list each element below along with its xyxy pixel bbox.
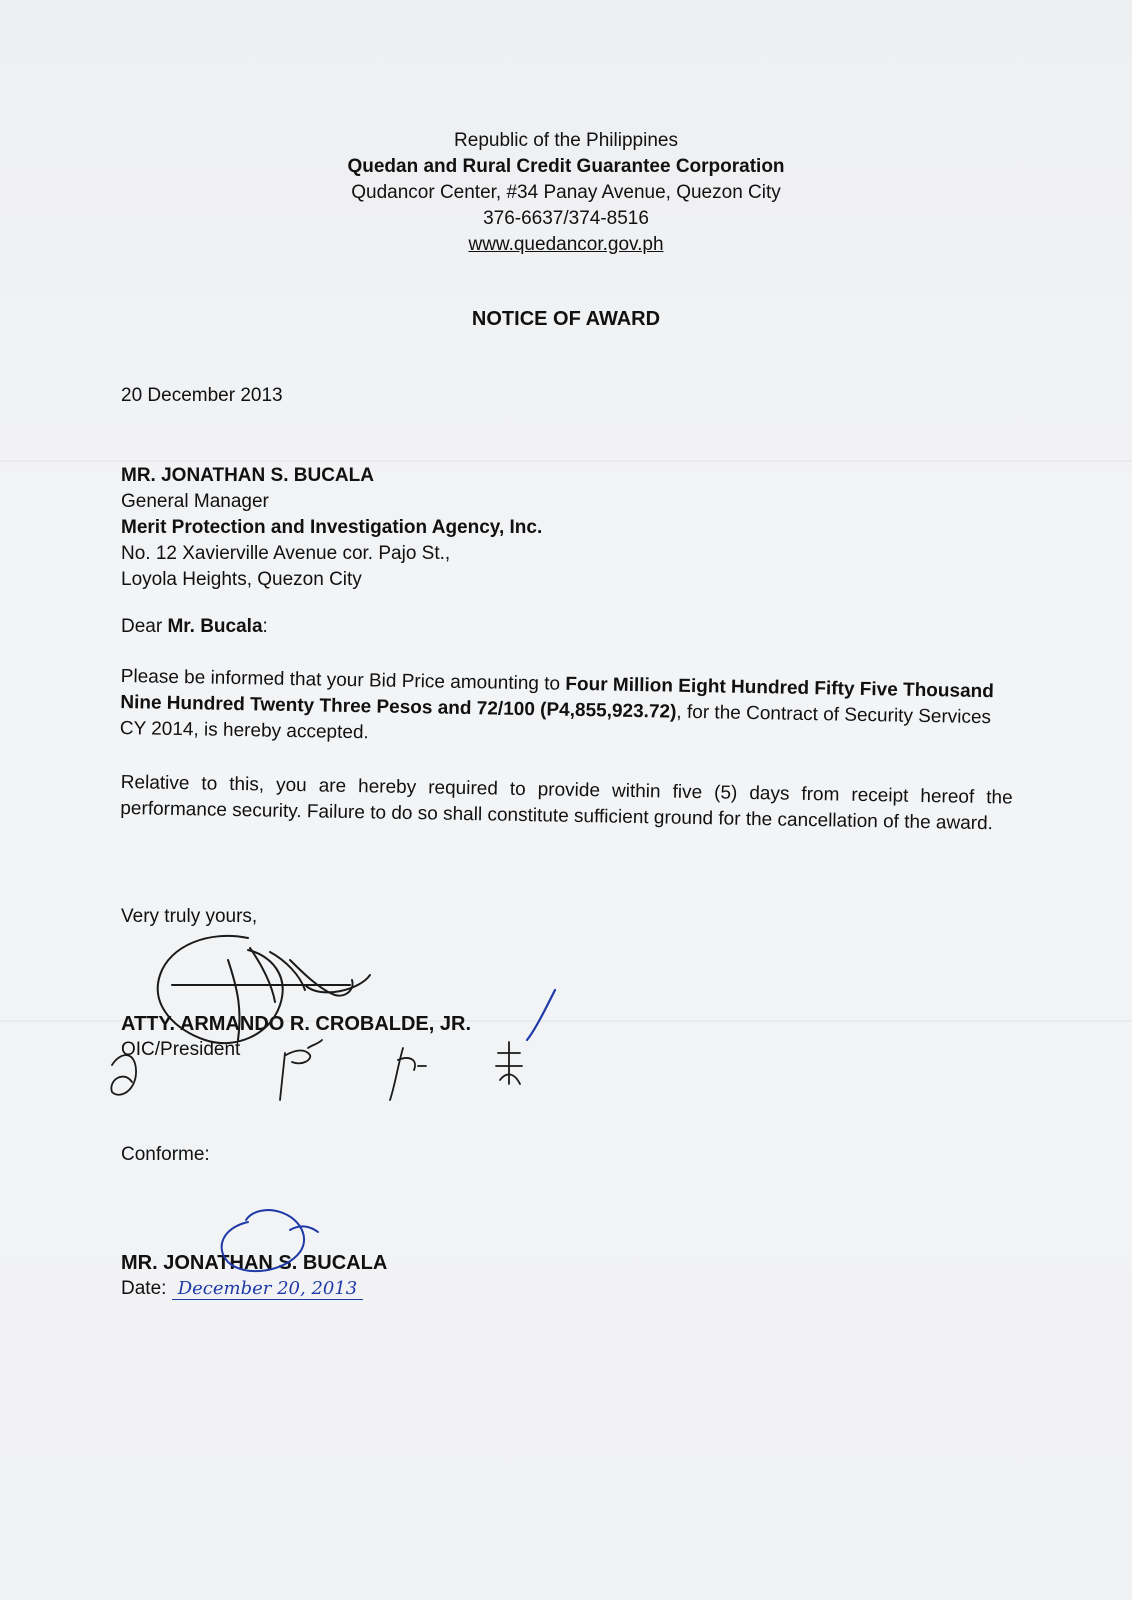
signatory-block bbox=[121, 1011, 471, 1063]
addressee-block bbox=[121, 463, 542, 593]
letterhead-phone: 376-6637/374-8516 bbox=[483, 208, 649, 229]
award-amount: Four Million Eight Hundred Fifty Five Thousand Nine Hundred Twenty Three Pesos and 72/100 (P4,855,923.72) bbox=[120, 673, 995, 723]
letterhead-country: Republic of the Philippines bbox=[454, 130, 678, 151]
conforme-date-label: Date: bbox=[121, 1278, 172, 1299]
award-text-b: , for the Contract of Security Services CY 2014, is hereby accepted. bbox=[119, 701, 992, 744]
addressee-position: General Manager bbox=[121, 491, 269, 512]
award-paragraph bbox=[120, 664, 1013, 758]
salutation bbox=[121, 614, 268, 640]
conforme-date-line bbox=[121, 1276, 387, 1302]
signatory-name: ATTY. ARMANDO R. CROBALDE, JR. bbox=[121, 1013, 471, 1035]
award-text-a: Please be informed that your Bid Price amounting to bbox=[120, 665, 566, 695]
salutation-prefix: Dear bbox=[121, 616, 168, 637]
conforme-label: Conforme: bbox=[121, 1144, 210, 1165]
letterhead-org-name: Quedan and Rural Credit Guarantee Corporation bbox=[347, 156, 785, 177]
addressee-address-line1: No. 12 Xavierville Avenue cor. Pajo St., bbox=[121, 543, 451, 564]
letter-date: 20 December 2013 bbox=[121, 385, 283, 406]
blue-check-mark bbox=[527, 990, 555, 1040]
addressee-address-line2: Loyola Heights, Quezon City bbox=[121, 569, 362, 590]
paper-crease bbox=[0, 460, 1132, 462]
letterhead-address: Qudancor Center, #34 Panay Avenue, Quezon City bbox=[351, 182, 781, 203]
letterhead-website: www.quedancor.gov.ph bbox=[468, 234, 664, 255]
requirement-paragraph: Relative to this, you are hereby required to provide within five (5) days from receipt hereof the performance security. Failure to do so shall constitute sufficient ground for the cancellation of the award. bbox=[120, 771, 1013, 835]
addressee-company: Merit Protection and Investigation Agency, Inc. bbox=[121, 517, 543, 538]
signatory-title: OIC/President bbox=[121, 1039, 241, 1060]
salutation-name: Mr. Bucala bbox=[167, 616, 263, 637]
salutation-suffix: : bbox=[262, 616, 268, 637]
document-title: NOTICE OF AWARD bbox=[471, 308, 661, 330]
addressee-name: MR. JONATHAN S. BUCALA bbox=[121, 465, 374, 486]
conforme-name: MR. JONATHAN S. BUCALA bbox=[121, 1252, 388, 1274]
conforme-block bbox=[121, 1250, 387, 1302]
conforme-date-handwritten: December 20, 2013 bbox=[172, 1278, 364, 1300]
closing: Very truly yours, bbox=[121, 906, 258, 927]
letterhead bbox=[0, 128, 1132, 258]
